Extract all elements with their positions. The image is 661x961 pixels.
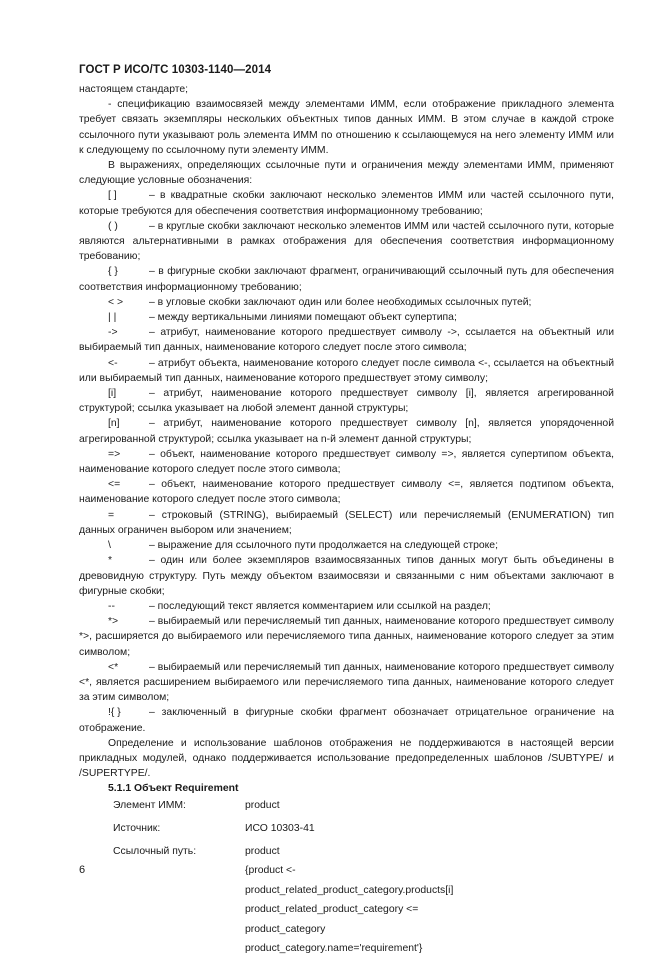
notation-item bbox=[79, 264, 614, 294]
notation-list bbox=[79, 188, 614, 735]
notation-item bbox=[79, 614, 614, 660]
notation-symbol: <- bbox=[108, 357, 118, 369]
source-label: Источник: bbox=[113, 822, 161, 834]
page-number: 6 bbox=[79, 864, 86, 876]
notation-text: – последующий текст является комментарием или ссылкой на раздел; bbox=[149, 600, 491, 612]
path-line: product bbox=[245, 845, 280, 857]
notation-item bbox=[79, 477, 614, 507]
notation-text: – атрибут, наименование которого предшествует символу [n], является упорядоченной агрегированной структурой; ссылка указывает на n-й элемент данной структуры; bbox=[79, 418, 614, 445]
templates-paragraph: Определение и использование шаблонов отображения не поддерживаются в настоящей версии прикладных модулей, однако поддерживается использование предопределенных шаблонов /SUBTYPE/ и /SUPERTYPE/. bbox=[79, 737, 614, 780]
intro-text: настоящем стандарте; bbox=[79, 84, 189, 95]
notation-text: – атрибут объекта, наименование которого следует после символа <-, ссылается на объектный или выбираемый тип данных, наименование которого предшествует этому символу; bbox=[79, 357, 614, 384]
notation-item bbox=[79, 188, 614, 218]
notation-symbol: [n] bbox=[108, 418, 120, 430]
element-value: product bbox=[245, 799, 280, 811]
notation-symbol: => bbox=[108, 448, 121, 460]
notation-item bbox=[79, 660, 614, 706]
notation-item bbox=[79, 599, 614, 614]
notation-text: – в круглые скобки заключают несколько элементов ИММ или частей ссылочного пути, которые являются альтернативными в рамках отображения для обеспечения соответствия информационному требованию; bbox=[79, 220, 614, 263]
page-header: ГОСТ Р ИСО/ТС 10303-1140—2014 bbox=[79, 64, 272, 76]
source-value: ИСО 10303-41 bbox=[245, 822, 315, 834]
notation-text: – в фигурные скобки заключают фрагмент, ограничивающий ссылочный путь для обеспечения соответствия информационному требованию; bbox=[79, 266, 614, 293]
notation-item bbox=[79, 310, 614, 325]
notation-symbol: | | bbox=[108, 312, 117, 324]
notation-text: – строковый (STRING), выбираемый (SELECT) или перечисляемый (ENUMERATION) тип данных ограничен выбором или значением; bbox=[79, 509, 614, 536]
source-row bbox=[113, 821, 614, 842]
path-line: product_category bbox=[245, 923, 326, 935]
notation-symbol: !{ } bbox=[108, 707, 121, 719]
element-row bbox=[113, 798, 614, 819]
notation-text: – объект, наименование которого предшествует символу <=, является подтипом объекта, наименование которого следует после этого символа; bbox=[79, 479, 614, 506]
notation-item bbox=[79, 447, 614, 477]
page-body bbox=[79, 82, 614, 961]
path-line: product_related_product_category.products[i] bbox=[245, 884, 454, 896]
lead-paragraph: В выражениях, определяющих ссылочные пути и ограничения между элементами ИММ, применяют следующие условные обозначения: bbox=[79, 160, 614, 187]
notation-symbol: < > bbox=[108, 296, 124, 308]
notation-item bbox=[79, 325, 614, 355]
notation-symbol: [ ] bbox=[108, 190, 117, 202]
notation-text: – один или более экземпляров взаимосвязанных типов данных могут быть объединены в древовидную структуру. Путь между объектом взаимосвязи и связанными с ним объектами заключают в фигурные скобки; bbox=[79, 555, 614, 597]
element-label: Элемент ИММ: bbox=[113, 799, 186, 811]
notation-symbol: <= bbox=[108, 479, 121, 491]
notation-symbol: -> bbox=[108, 327, 118, 339]
path-line: product_category.name='requirement'} bbox=[245, 943, 423, 955]
notation-text: – объект, наименование которого предшествует символу =>, является супертипом объекта, наименование которого следует после этого символа; bbox=[79, 448, 614, 476]
notation-text: – выбираемый или перечисляемый тип данных, наименование которого предшествует символу *>, расширяется до выбираемого или перечисляемого типа данных, наименование которого следует за этим символом; bbox=[79, 616, 614, 658]
requirement-table bbox=[113, 798, 614, 961]
notation-item bbox=[79, 508, 614, 538]
path-label: Ссылочный путь: bbox=[113, 845, 197, 857]
notation-text: – в угловые скобки заключают один или более необходимых ссылочных путей; bbox=[149, 296, 532, 308]
notation-symbol: { } bbox=[108, 266, 118, 278]
section-heading: 5.1.1 Объект Requirement bbox=[108, 783, 239, 795]
notation-symbol: [i] bbox=[108, 388, 117, 400]
notation-text: – заключенный в фигурные скобки фрагмент обозначает отрицательное ограничение на отображение. bbox=[79, 707, 614, 734]
notation-text: – между вертикальными линиями помещают объект супертипа; bbox=[149, 312, 457, 324]
notation-text: – выбираемый или перечисляемый тип данных, наименование которого предшествует символу <*, является расширением выбираемого или перечисляемого типа данных, наименование которого следует за этим символом; bbox=[79, 661, 614, 704]
notation-symbol: * bbox=[108, 555, 113, 567]
notation-text: – выражение для ссылочного пути продолжается на следующей строке; bbox=[149, 540, 498, 552]
notation-item bbox=[79, 553, 614, 599]
notation-item bbox=[79, 416, 614, 446]
notation-text: – атрибут, наименование которого предшествует символу ->, ссылается на объектный или выбираемый тип данных, наименование которого следует после этого символа; bbox=[79, 327, 614, 354]
notation-item bbox=[79, 356, 614, 386]
notation-item bbox=[79, 705, 614, 735]
path-row bbox=[113, 844, 614, 961]
notation-symbol: -- bbox=[108, 600, 115, 612]
notation-item bbox=[79, 538, 614, 553]
notation-symbol: *> bbox=[108, 616, 119, 628]
notation-item bbox=[79, 219, 614, 265]
notation-text: – в квадратные скобки заключают несколько элементов ИММ или частей ссылочного пути, которые требуются для обеспечения соответствия информационному требованию; bbox=[79, 190, 614, 217]
bullet-paragraph: - спецификацию взаимосвязей между элементами ИММ, если отображение прикладного элемента требует связать экземпляры нескольких объектных типов данных ИММ. В этом случае в каждой строке ссылочного пути указывают роль элемента ИММ по отношению к ссылающемуся на него элементу ИММ или к следующему по ссылочному пути элементу ИММ. bbox=[79, 99, 614, 156]
path-value bbox=[245, 844, 614, 961]
path-line: {product <- bbox=[245, 865, 296, 877]
notation-item bbox=[79, 386, 614, 416]
notation-symbol: = bbox=[108, 509, 115, 521]
notation-item bbox=[79, 295, 614, 310]
notation-text: – атрибут, наименование которого предшествует символу [i], является агрегированной структурой; ссылка указывает на любой элемент данной структуры; bbox=[79, 388, 614, 415]
notation-symbol: \ bbox=[108, 540, 111, 552]
notation-symbol: ( ) bbox=[108, 220, 118, 232]
path-line: product_related_product_category <= bbox=[245, 904, 419, 916]
notation-symbol: <* bbox=[108, 661, 119, 673]
